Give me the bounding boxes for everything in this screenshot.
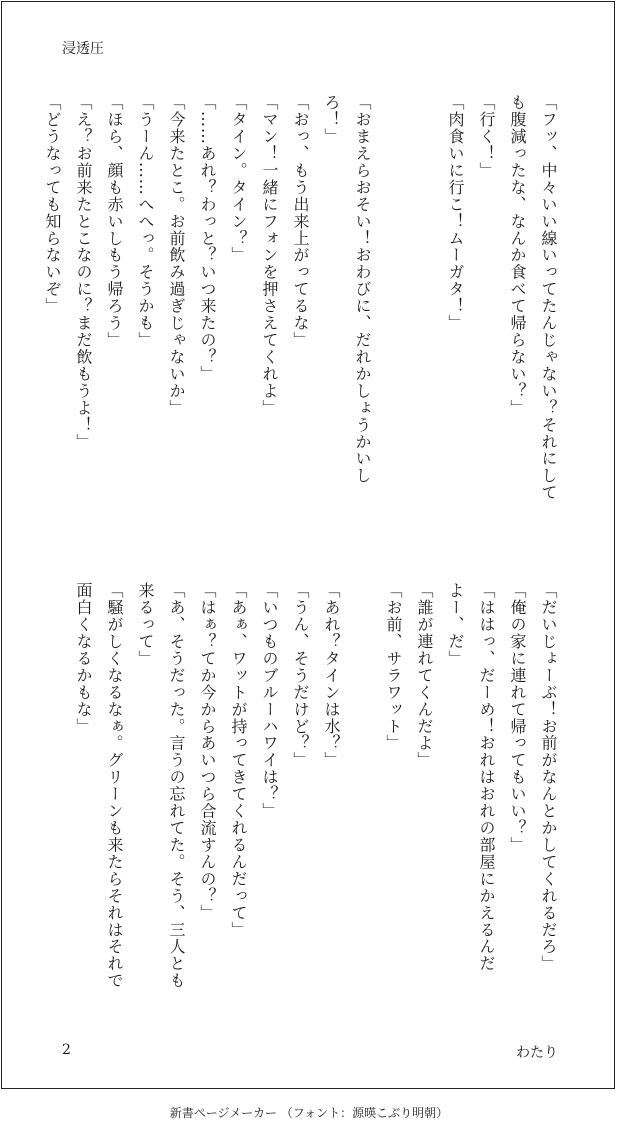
text-line: 面白くなるかもな」 — [74, 582, 93, 735]
text-block-bottom — [68, 582, 564, 1007]
text-line: 「行く！」 — [477, 94, 496, 179]
text-line: 「あぁ、ワットが持ってきてくれるんだって」 — [229, 582, 248, 939]
text-line: 「騒がしくなるなぁ。グリーンも来たらそれはそれで — [105, 582, 124, 990]
text-line: 「え？お前来たとこなのに？まだ飲もうよ！」 — [74, 94, 93, 451]
text-line: 「はぁ？てか今からあいつら合流すんの？」 — [198, 582, 217, 922]
page-number: 2 — [62, 1042, 71, 1058]
text-line: 「俺の家に連れて帰ってもいい？」 — [508, 582, 527, 854]
text-line: 「だいじょーぶ！お前がなんとかしてくれるだろ」 — [539, 582, 558, 973]
text-line: 「誰が連れてくんだよ」 — [415, 582, 434, 769]
generator-credit: 新書ページメーカー （フォント：源暎こぶり明朝） — [169, 1106, 449, 1120]
text-block-top — [37, 94, 564, 519]
text-line: ろ！」 — [322, 94, 341, 145]
text-line: 「あれ？タインは水？」 — [322, 582, 341, 769]
chapter-title: 浸透圧 — [62, 41, 104, 57]
text-line: 「ほら、顔も赤いしもう帰ろう」 — [105, 94, 124, 349]
text-line: も腹減ったな、なんか食べて帰らない？」 — [508, 94, 527, 417]
text-line: よー、だ」 — [446, 582, 465, 667]
page — [1, 1, 615, 1089]
text-line: 「タイン。タイン？」 — [229, 94, 248, 264]
blank-line — [409, 94, 440, 519]
author-name: わたり — [516, 1045, 558, 1061]
text-line: 「おっ、もう出来上がってるな」 — [291, 94, 310, 349]
text-line: 「肉食いに行こ！ムーガタ！」 — [446, 94, 465, 332]
text-line: 「うーん……へへっ。そうかも」 — [136, 94, 155, 349]
text-line: 「フッ、中々いい線いってたんじゃない？それにして — [539, 94, 558, 502]
text-line: 「どうなっても知らないぞ」 — [43, 94, 62, 315]
text-line: 「ははっ、だーめ！おれはおれの部屋にかえるんだ — [477, 582, 496, 973]
text-line: 「いつものブルーハワイは？」 — [260, 582, 279, 820]
text-line: 「今来たとこ。お前飲み過ぎじゃないか」 — [167, 94, 186, 417]
text-line: 「マン！一緒にフォンを押さえてくれよ」 — [260, 94, 279, 417]
text-line: 「おまえらおそい！おわびに、だれかしょうかいし — [353, 94, 372, 485]
text-line: 「うん、そうだけど？」 — [291, 582, 310, 769]
text-line: 「あ、そうだった。言うの忘れてた。そう、三人とも — [167, 582, 186, 990]
blank-line — [378, 94, 409, 519]
text-line: 「お前、サラワット」 — [384, 582, 403, 752]
text-line: 来るって」 — [136, 582, 155, 667]
text-line: 「……あれ？わっと？いつ来たの？」 — [198, 94, 217, 383]
blank-line — [347, 582, 378, 1007]
